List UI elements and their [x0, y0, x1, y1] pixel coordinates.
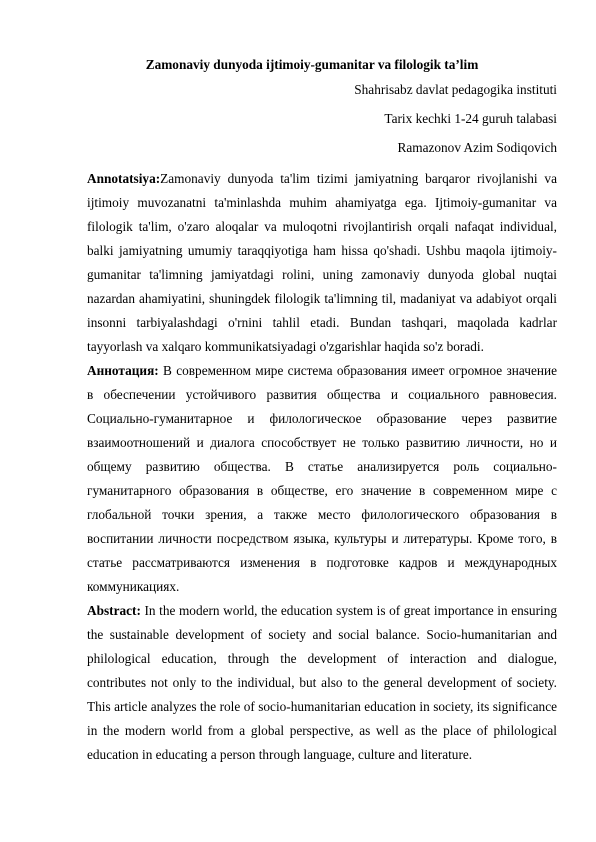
abstract-russian: [87, 359, 557, 599]
abstract-english-text: In the modern world, the education system is of great importance in ensuring the sustainable development of society and social balance. Socio-humanitarian and philological education, through the development of interaction and dialogue, contributes not only to the individual, but also to the general development of society. This article analyzes the role of socio-humanitarian education in society, its significance in the modern world from a global perspective, as well as the place of philological education in educating a person through language, culture and literature.: [87, 603, 557, 762]
institution-name: Shahrisabz davlat pedagogika instituti: [354, 82, 557, 97]
abstract-uzbek-text: Zamonaviy dunyoda ta'lim tizimi jamiyatning barqaror rivojlanishi va ijtimoiy muvozanatni ta'minlashda muhim ahamiyatga ega. Ijtimoiy-gumanitar va filologik ta'lim, o'zaro aloqalar va muloqotni rivojlantirish orqali nafaqat individual, balki jamiyatning umumiy taraqqiyotiga ham hissa qo'shadi. Ushbu maqola ijtimoiy-gumanitar ta'limning jamiyatdagi rolini, uning zamonaviy dunyoda global nuqtai nazardan ahamiyatini, shuningdek filologik ta'limning til, madaniyat va adabiyot orqali insonni tarbiyalashdagi o'rnini tahlil etadi. Bundan tashqari, maqolada kadrlar tayyorlash va xalqaro kommunikatsiyadagi o'zgarishlar haqida so'z boradi.: [87, 171, 557, 354]
student-group: Tarix kechki 1-24 guruh talabasi: [384, 111, 557, 126]
abstract-english-label: Abstract:: [87, 603, 141, 618]
abstract-russian-label: Аннотация:: [87, 363, 159, 378]
paper-page: [87, 55, 557, 767]
abstract-uzbek: [87, 167, 557, 359]
abstract-english: [87, 599, 557, 767]
author-name: Ramazonov Azim Sodiqovich: [397, 140, 557, 155]
article-title: Zamonaviy dunyoda ijtimoiy-gumanitar va filologik ta’lim: [145, 57, 479, 72]
abstract-uzbek-label: Annotatsiya:: [87, 171, 161, 186]
abstract-russian-text: В современном мире система образования имеет огромное значение в обеспечении устойчивого развития общества и социального равновесия. Социально-гуманитарное и филологическое образование через развитие взаимоотношений и диалога способствует не только развитию личности, но и общему развитию общества. В статье анализируется роль социально-гуманитарного образования в обществе, его значение в современном мире с глобальной точки зрения, а также место филологического образования в воспитании личности посредством языка, культуры и литературы. Кроме того, в статье рассматриваются изменения в подготовке кадров и международных коммуникациях.: [87, 363, 557, 594]
